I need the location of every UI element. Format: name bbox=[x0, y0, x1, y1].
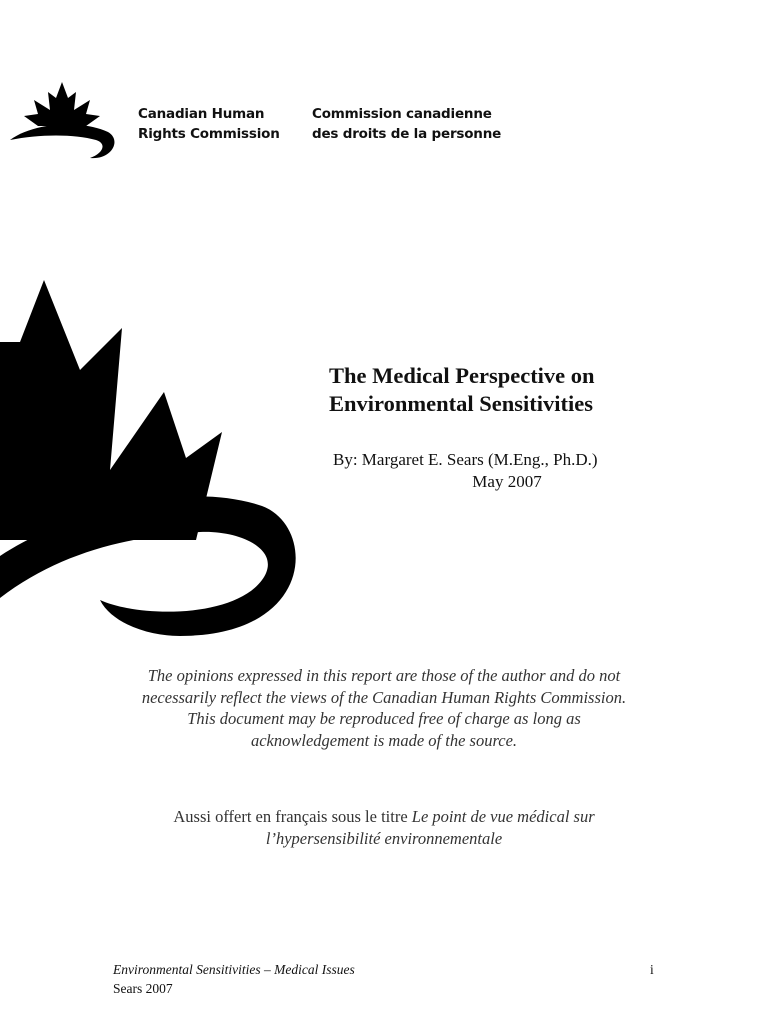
french-title-part2: l’hypersensibilité environnementale bbox=[265, 828, 503, 848]
byline bbox=[333, 449, 673, 493]
title-line2: Environmental Sensitivities bbox=[329, 391, 593, 416]
footer-running-title: Environmental Sensitivities – Medical Issues bbox=[113, 962, 355, 977]
disclaimer-paragraph bbox=[84, 665, 684, 751]
header-english-line2: Rights Commission bbox=[138, 126, 280, 142]
title-line1: The Medical Perspective on bbox=[329, 363, 595, 388]
header-french-line2: des droits de la personne bbox=[312, 126, 502, 142]
swoosh-shape bbox=[10, 124, 114, 158]
header-french-line1: Commission canadienne bbox=[312, 106, 492, 122]
header-english-name bbox=[138, 104, 280, 144]
french-note-prefix: Aussi offert en français sous le titre bbox=[173, 807, 408, 826]
author-line: By: Margaret E. Sears (M.Eng., Ph.D.) bbox=[333, 450, 598, 469]
page-footer bbox=[113, 960, 355, 998]
disclaimer-line2: necessarily reflect the views of the Canadian Human Rights Commission. bbox=[141, 687, 627, 707]
disclaimer-line1: The opinions expressed in this report are those of the author and do not bbox=[147, 666, 621, 685]
header-english-line1: Canadian Human bbox=[138, 106, 265, 122]
disclaimer-line3: This document may be reproduced free of charge as long as bbox=[187, 709, 581, 728]
maple-leaf-icon bbox=[24, 82, 100, 126]
document-title bbox=[329, 362, 749, 418]
french-version-note bbox=[84, 806, 684, 849]
chrc-logo-small-icon bbox=[4, 78, 120, 162]
chrc-logo-large-icon bbox=[0, 280, 310, 640]
publication-date: May 2007 bbox=[472, 472, 542, 491]
header-french-name bbox=[312, 104, 501, 144]
footer-author-year: Sears 2007 bbox=[113, 981, 173, 996]
french-title-part1: Le point de vue médical sur bbox=[411, 807, 595, 826]
page-number: i bbox=[650, 962, 654, 977]
disclaimer-line4: acknowledgement is made of the source. bbox=[250, 730, 518, 750]
